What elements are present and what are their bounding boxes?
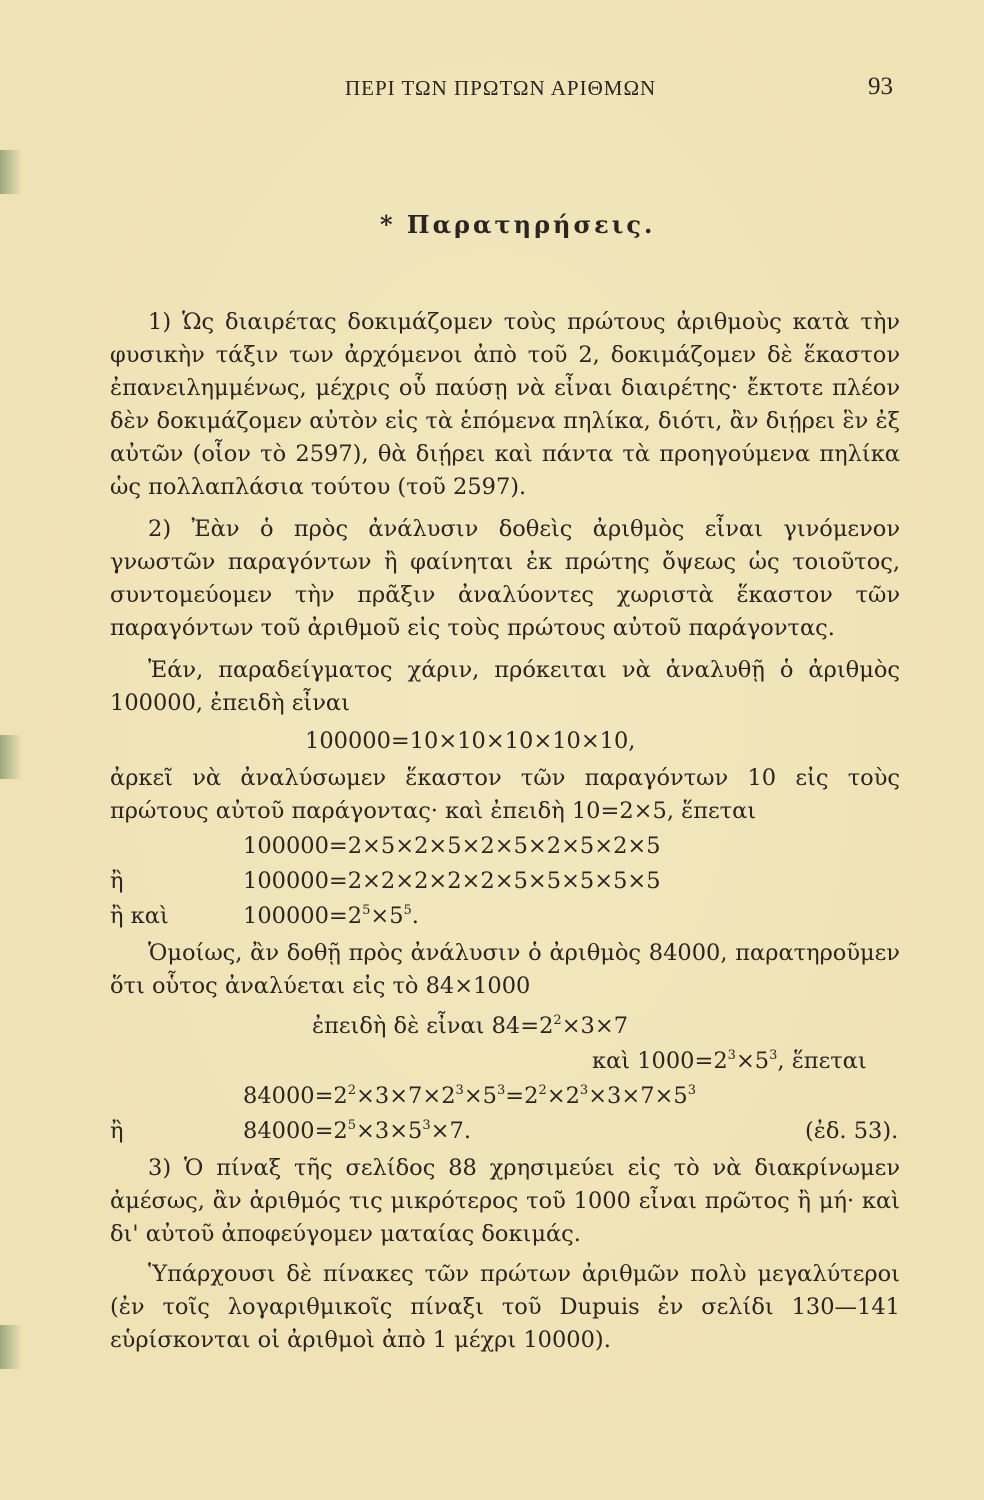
remark-3 (110, 1152, 900, 1251)
equation-4-lead: ἢ καὶ (110, 903, 169, 929)
paragraph: Ἐάν, παραδείγματος χάριν, πρόκειται νὰ ἀναλυθῇ ὁ ἀριθμὸς 100000, ἐπειδὴ εἶναι (110, 657, 900, 716)
section-reference: (ἐδ. 53). (805, 1118, 899, 1144)
equation-8-lead: ἢ (110, 1118, 124, 1144)
paragraph: ἀρκεῖ νὰ ἀναλύσωμεν ἕκαστον τῶν παραγόντων 10 εἰς τοὺς πρώτους αὐτοῦ παράγοντας· καὶ ἐπειδὴ 10=2×5, ἕπεται (110, 765, 900, 824)
equation-3: 100000=2×2×2×2×2×5×5×5×5×5 (243, 868, 661, 894)
binding-mark (0, 150, 22, 194)
running-head-title: ΠΕΡΙ ΤΩΝ ΠΡΩΤΩΝ ΑΡΙΘΜΩΝ (345, 76, 657, 100)
section-heading: * Παρατηρήσεις. (380, 210, 656, 239)
equation-3-lead: ἢ (110, 868, 124, 894)
equation-6: καὶ $1000=2^3\times 5^3$, ἕπεται (592, 1048, 867, 1074)
equation-1: 100000=10×10×10×10×10, (305, 728, 636, 754)
binding-mark (0, 735, 22, 779)
example-continuation (110, 762, 900, 828)
equation-4: $100000=2^5\times 5^5$. (243, 903, 419, 929)
tables-note (110, 1258, 900, 1357)
equation-2: 100000=2×5×2×5×2×5×2×5×2×5 (243, 833, 661, 859)
equation-8: $84000=2^5\times 3\times 5^3\times 7$. (243, 1118, 471, 1144)
paragraph: 2) Ἐὰν ὁ πρὸς ἀνάλυσιν δοθεὶς ἀριθμὸς εἶναι γινόμενον γνωστῶν παραγόντων ἢ φαίνηται ἐκ πρώτης ὄψεως ὡς τοιοῦτος, συντομεύομεν τὴν πρᾶξιν ἀναλύοντες χωριστὰ ἕκαστον τῶν παραγόντων τοῦ ἀριθμοῦ εἰς τοὺς πρώτους αὐτοῦ παράγοντας. (110, 516, 900, 641)
paragraph: Ὁμοίως, ἂν δοθῇ πρὸς ἀνάλυσιν ὁ ἀριθμὸς 84000, παρατηροῦμεν ὅτι οὗτος ἀναλύεται εἰς τὸ 84×1000 (110, 940, 900, 999)
running-head (0, 73, 984, 106)
remark-1 (110, 306, 900, 504)
paragraph: 1) Ὡς διαιρέτας δοκιμάζομεν τοὺς πρώτους ἀριθμοὺς κατὰ τὴν φυσικὴν τάξιν των ἀρχόμενοι ἀπὸ τοῦ 2, δοκιμάζομεν δὲ ἕκαστον ἐπανειλημμένως, μέχρις οὗ παύσῃ νὰ εἶναι διαιρέτης· ἔκτοτε πλέον δὲν δοκιμάζομεν αὐτὸν εἰς τὰ ἑπόμενα πηλίκα, διότι, ἂν διῄρει ἓν ἐξ αὐτῶν (οἷον τὸ 2597), θὰ διῄρει καὶ πάντα τὰ προηγούμενα πηλίκα ὡς πολλαπλάσια τούτου (τοῦ 2597). (110, 309, 900, 500)
page-number: 93 (868, 73, 893, 100)
example-intro (110, 654, 900, 720)
paragraph: Ὑπάρχουσι δὲ πίνακες τῶν πρώτων ἀριθμῶν πολὺ μεγαλύτεροι (ἐν τοῖς λογαριθμικοῖς πίναξι τοῦ Dupuis ἐν σελίδι 130—141 εὑρίσκονται οἱ ἀριθμοὶ ἀπὸ 1 μέχρι 10000). (110, 1261, 900, 1353)
paragraph: 3) Ὁ πίναξ τῆς σελίδος 88 χρησιμεύει εἰς τὸ νὰ διακρίνωμεν ἀμέσως, ἂν ἀριθμός τις μικρότερος τοῦ 1000 εἶναι πρῶτος ἢ μή· καὶ δι' αὐτοῦ ἀποφεύγομεν ματαίας δοκιμάς. (110, 1155, 900, 1247)
equation-5: ἐπειδὴ δὲ εἶναι $84=2^2\times 3\times 7$ (312, 1013, 629, 1039)
second-example (110, 937, 900, 1003)
remark-2 (110, 513, 900, 645)
binding-mark (0, 1325, 22, 1369)
equation-7: $84000=2^2\times 3\times 7\times 2^3\times 5^3=2^2\times 2^3\times 3\times 7\times 5^3$ (243, 1083, 696, 1109)
